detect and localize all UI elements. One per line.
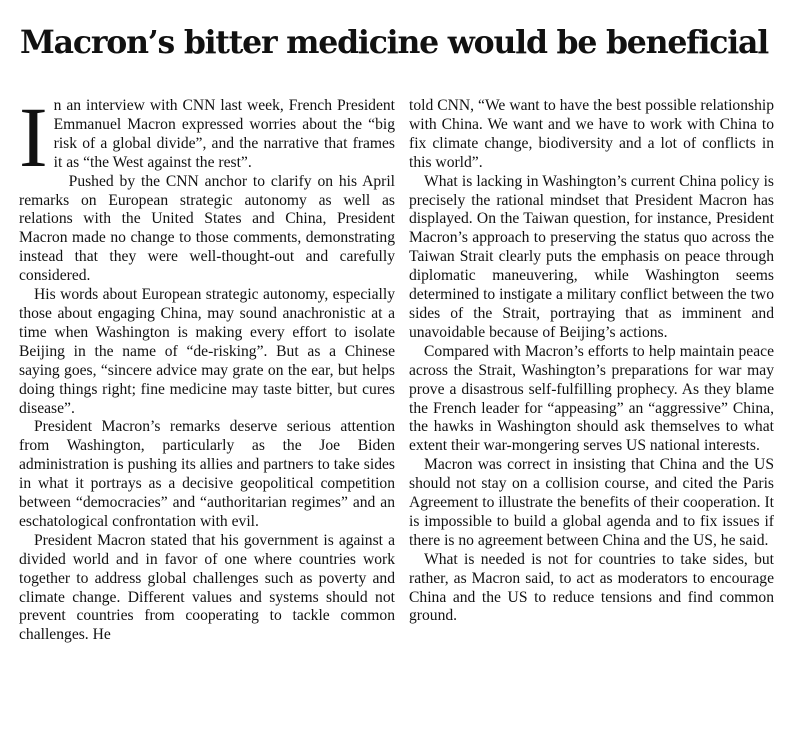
- paragraph: What is needed is not for countries to take sides, but rather, as Macron said, to act as moderators to encourage China and the US to reduce tensions and find common ground.: [409, 550, 774, 625]
- paragraph: Pushed by the CNN anchor to clarify on his April remarks on European strategic autonomy as well as relations with the United States and China, President Macron made no change to those comments, demonstrating instead that they were well-thought-out and carefully considered.: [19, 172, 395, 285]
- left-column: [19, 89, 395, 645]
- paragraph: President Macron’s remarks deserve serious attention from Washington, particularly as the Joe Biden administration is pushing its allies and partners to take sides in what it portrays as a decisive geopolitical competition between “democracies” and “authoritarian regimes” and an eschatological confrontation with evil.: [19, 418, 395, 530]
- headline: Macron’s bitter medicine would be beneficial: [20, 24, 769, 61]
- paragraph: What is lacking in Washington’s current China policy is precisely the rational mindset that President Macron has displayed. On the Taiwan question, for instance, President Macron’s approach to preserving the status quo across the Taiwan Strait clearly puts the emphasis on peace through diplomatic maneuvering, while Washington seems determined to instigate a military conflict between the two sides of the Strait, portraying that as imminent and unavoidable because of Beijing’s actions.: [409, 172, 774, 341]
- paragraph-text: n an interview with CNN last week, French President Emmanuel Macron expressed worries about the “big risk of a global divide”, and the narrative that frames it as “the West against the rest”.: [53, 97, 395, 171]
- right-column: [409, 97, 774, 626]
- paragraph: Compared with Macron’s efforts to help maintain peace across the Strait, Washington’s preparations for war may prove a disastrous self-fulfilling prophecy. As they blame the French leader for “appeasing” an “aggressive” China, the hawks in Washington should ask themselves to what extent their war-mongering serves US national interests.: [409, 342, 774, 455]
- paragraph: told CNN, “We want to have the best possible relationship with China. We want and we have to work with China to fix climate change, biodiversity and a lot of conflicts in this world”.: [409, 97, 774, 171]
- paragraph: President Macron stated that his government is against a divided world and in favor of one where countries work together to address global challenges such as poverty and climate change. Different values and systems should not prevent countries from cooperating to tackle common challenges. He: [19, 531, 395, 644]
- drop-cap: I: [19, 89, 48, 185]
- paragraph: His words about European strategic autonomy, especially those about engaging China, may sound anachronistic at a time when Washington is making every effort to isolate Beijing in the name of “de-risking”. But as a Chinese saying goes, “sincere advice may grate on the ear, but helps doing things right; fine medicine may taste bitter, but cures disease”.: [19, 286, 395, 417]
- paragraph: Macron was correct in insisting that China and the US should not stay on a collision course, and cited the Paris Agreement to illustrate the benefits of their cooperation. It is impossible to build a global agenda and to fix issues if there is no agreement between China and the US, he said.: [409, 456, 774, 549]
- paragraph: [19, 89, 395, 185]
